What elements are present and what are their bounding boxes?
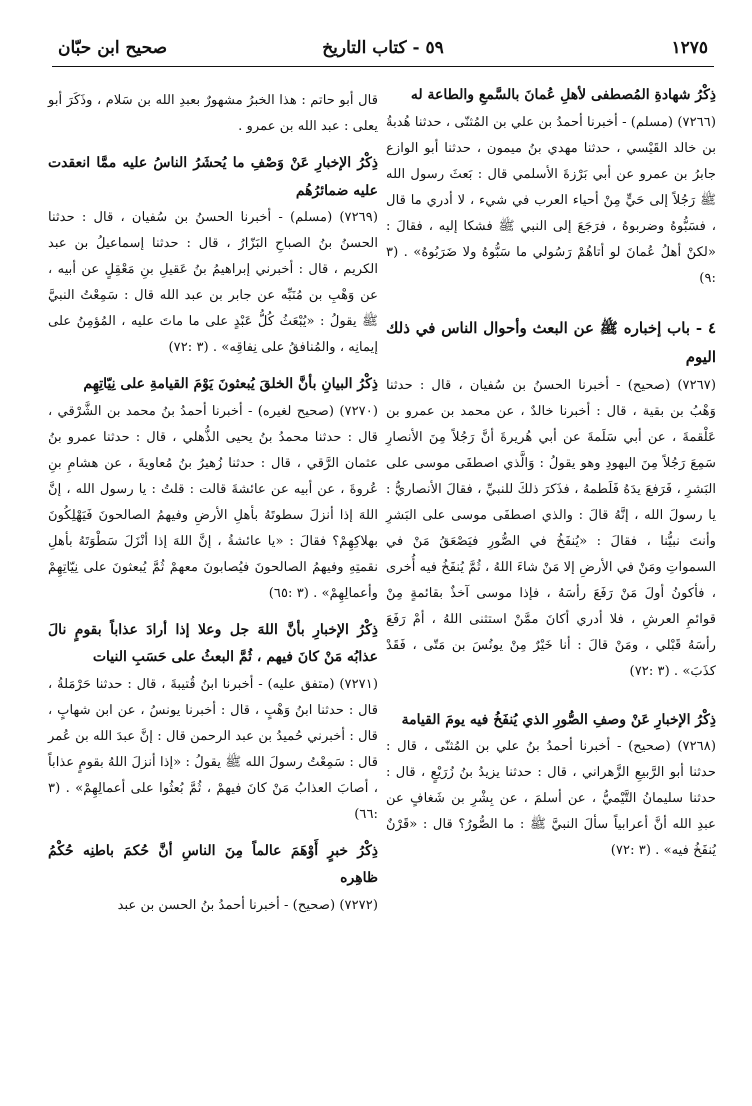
- hadith-paragraph: (٧٢٦٩) (مسلم) - أخبرنا الحسنُ بن سُفيان ، قال : حدثنا الحسنُ بنُ الصباحِ البَزّارُ ، قال : حدثنا إسماعيلُ بن عبد الكريم ، قال : أخبرني إبراهيمُ بنُ عَقيلِ بنِ مَعْقِلٍ عن أبيه ، عن وَهْبِ بن مُنَبِّه عن جابر بن عبد الله قال : سَمِعْتُ النبيَّ ﷺ يقولُ : «يُبْعَثُ كُلُّ عَبْدٍ على ما ماتَ عليه ، المُؤمِنُ على إيمانِه ، والمُنافقُ على نِفاقِه» . (٣ :٧٢): [48, 210, 378, 356]
- section-heading: ذِكْرُ خبرٍ أَوْهَمَ عالماً مِنَ الناسِ أنَّ حُكمَ باطنِه حُكْمُ ظاهِره: [48, 842, 378, 887]
- hadith-paragraph: (٧٢٦٧) (صحيح) - أخبرنا الحسنُ بن سُفيان ، قال : حدثنا وَهْبُ بن بقية ، قال : أخبرنا خالدٌ ، عن محمد بن عمرو بن عَلْقمةَ ، عن أبي سَلَمةَ عن أبي هُريرةَ أنَّ رَجُلاً مِنَ الأنصارِ سَمِعَ رَجُلاً مِنَ اليهودِ وهو يقولُ : وَالَّذي اصطفَى موسى على البَشرِ ، فَرَفعَ يدَهُ فَلَطمهُ ، فذَكرَ ذلكَ للنبيِّ ، فقالَ الأنصاريُّ : يا رسولَ الله ، إنَّهُ قالَ : والذي اصطفَى موسى على البَشرِ وأنتَ نبيُّنا ، فقالَ : «يُنفَخُ في الصُّورِ فيَصْعَقُ مَنْ في السمواتِ ومَنْ في الأرضِ إلا مَنْ شاءَ اللهُ ، ثُمَّ يُنفَخُ فيه أُخرى ، فأكونُ أولَ مَنْ رَفَعَ رأسَهُ ، فإذا موسى آخذٌ بقائمةٍ مِنْ قوائمِ العرشِ ، فلا أدري أكانَ ممَّنْ استثنى اللهُ ، أمْ رَفَعَ رأسَهُ قَبْلي ، ومَنْ قالَ : أنا خَيْرٌ مِنْ يونُسَ بن مَتّى ، فَقَدْ كذَبَ» . (٣ :٧٢): [386, 377, 716, 679]
- hadith-paragraph: (٧٢٦٦) (مسلم) - أخبرنا أحمدُ بن علي بن المُثنّى ، حدثنا هُدبةُ بن خالد القَيْسي ، حدثنا مهدي بنُ ميمون ، حدثنا أبو الوازع جابرُ بن عمرو عن أبي بَرْزةَ الأسلمي قال : بَعثَ رسول الله ﷺ رَجُلاً إلى حَيٍّ مِنْ أحياء العرب في شيء ، لا أدري ما قال ، فسَبُّوهُ وضربوهُ ، فرَجَعَ إلى النبي ﷺ فشكا إليه ، فقالَ : «لكنْ أهلُ عُمانَ لو أتاهُمْ رَسُولي ما سَبُّوهُ ولا ضَرَبُوهُ» . (٣ :٩): [386, 114, 716, 286]
- section-heading: ذِكْرُ البيانِ بأنَّ الخلقَ يُبعثونَ يَوْمَ القيامةِ على نِيّاتِهِم: [83, 376, 378, 393]
- section-heading: ذِكْرُ شهادةِ المُصطفى لأهلِ عُمانَ بالسَّمعِ والطاعة له: [410, 87, 716, 103]
- page-number: ١٢٧٥: [671, 38, 708, 58]
- section-heading: ذِكْرُ الإخبارِ عَنْ وَصْفِ ما يُحشَرُ الناسُ عليه ممَّا انعقدت عليه ضمائرُهُم: [48, 155, 378, 199]
- section-heading: ذِكْرُ الإخبارِ عَنْ وصفِ الصُّورِ الذي يُنفَخُ فيه يومَ القيامة: [401, 711, 716, 728]
- hadith-paragraph: قال أبو حاتم : هذا الخبرُ مشهورٌ بعبدِ الله بن سَلام ، وذَكَرَ أبو يعلى : عبد الله بن عمرو .: [48, 93, 378, 134]
- chapter-heading: ٤ - باب إخباره ﷺ عن البعث وأحوال الناس في ذلك اليوم: [386, 318, 716, 367]
- hadith-paragraph: (٧٢٧٠) (صحيح لغيره) - أخبرنا أحمدُ بنُ محمد بن الشَّرْقي ، قال : حدثنا محمدُ بنُ يحيى الذُّهلي ، قال : حدثنا عمرو بنُ عثمان الرَّقي ، قال : حدثنا زُهيرُ بنُ مُعاويةَ ، عن هشامِ بنِ عُروةَ ، عن أبيه عن عائشةَ قالت : قلتُ : يا رسول الله ، إنَّ اللهَ إذا أنزلَ سطوتَهُ بأهلِ الأرضِ وفيهمُ الصالحونَ فَيَهْلِكُونَ بهلاكِهِمْ؟ فقالَ : «يا عائشةُ ، إنَّ اللهَ إذا أنْزَلَ سَطْوَتَهُ بأهلِ نقمتِهِ وفيهمُ الصالحونَ فيُصابونَ معهمْ ثُمَّ يُبعثونَ على نِيّاتِهِمْ وأعمالِهِمْ» . (٣ :٦٥): [48, 403, 378, 601]
- hadith-paragraph: (٧٢٧٢) (صحيح) - أخبرنا أحمدُ بنُ الحسن بن عبد: [117, 898, 378, 914]
- running-header: [52, 30, 714, 67]
- hadith-paragraph: (٧٢٦٨) (صحيح) - أخبرنا أحمدُ بنُ علي بن المُثنّى ، قال : حدثنا أبو الرَّبيعِ الزَّهراني ، قال : حدثنا يزيدُ بنُ زُرَيْعٍ ، قال : حدثنا سليمانُ التَّيْميُّ ، عن أسلمَ ، عن بِشْرِ بن شَغافٍ عن عبدِ الله أنَّ أعرابياً سألَ النبيَّ ﷺ : ما الصُّورُ؟ قال : «قَرْنٌ يُنفَخُ فيه» . (٣ :٧٢): [386, 739, 716, 859]
- right-column: [386, 82, 716, 864]
- left-column: [48, 88, 378, 919]
- chapter-title: ٥٩ - كتاب التاريخ: [322, 38, 444, 58]
- hadith-paragraph: (٧٢٧١) (متفق عليه) - أخبرنا ابنُ قُتيبةَ ، قال : حدثنا حَرْمَلةُ ، قال : حدثنا ابنُ وَهْبٍ ، قال : أخبرنا يونسُ ، عن ابن شهابٍ ، قال : أخبرني حُميدُ بن عبد الرحمن قال : إنَّ عبدَ الله بن عُمر قال : سَمِعْتُ رسولَ الله ﷺ يقولُ : «إذا أنزلَ اللهُ بقومٍ عذاباً ، أصابَ العذابُ مَنْ كانَ فيهمْ ، ثُمَّ بُعثُوا على أعمالِهِمْ» . (٣ :٦٦): [48, 676, 378, 822]
- section-heading: ذِكْرُ الإخبارِ بأنَّ اللهَ جل وعلا إذا أرادَ عذاباً بقومٍ نالَ عذابُه مَنْ كانَ فيهم ، ثُمَّ البعثُ على حَسَبِ النيات: [48, 621, 378, 666]
- book-title: صحيح ابن حبّان: [58, 38, 168, 58]
